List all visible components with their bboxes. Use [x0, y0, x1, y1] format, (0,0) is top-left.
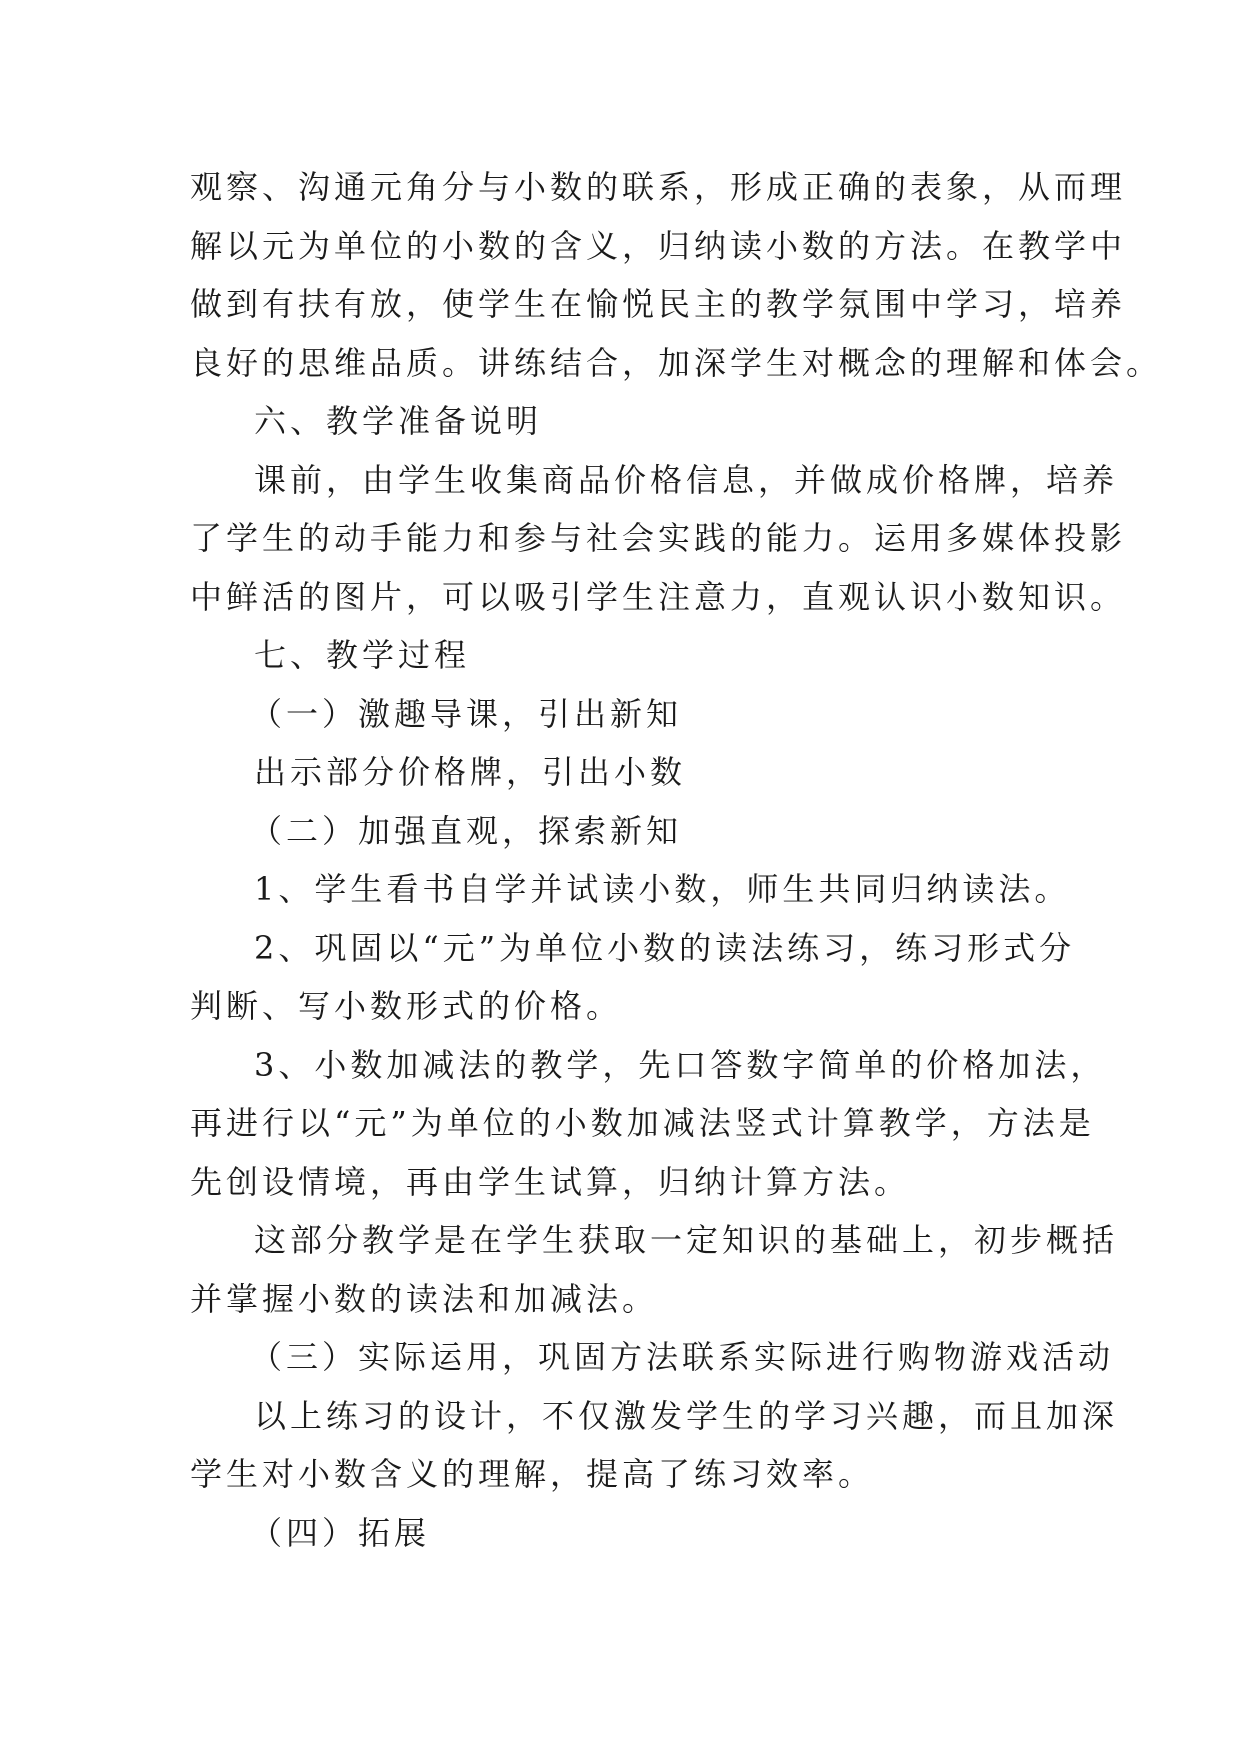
subsection-heading-4: （四）拓展 — [250, 1513, 431, 1552]
body-line: 再进行以“元”为单位的小数加减法竖式计算教学，方法是 — [190, 1104, 1095, 1142]
body-line: 学生对小数含义的理解，提高了练习效率。 — [190, 1455, 875, 1493]
section-heading-6: 六、教学准备说明 — [254, 402, 543, 440]
body-line: 解以元为单位的小数的含义，归纳读小数的方法。在教学中 — [190, 226, 1127, 265]
section-heading-7: 七、教学过程 — [254, 636, 471, 674]
subsection-heading-2: （二）加强直观，探索新知 — [250, 811, 683, 850]
body-line: 这部分教学是在学生获取一定知识的基础上，初步概括 — [254, 1221, 1119, 1259]
subsection-heading-3: （三）实际运用，巩固方法联系实际进行购物游戏活动 — [250, 1338, 1115, 1376]
body-line: 出示部分价格牌，引出小数 — [254, 753, 687, 791]
body-line: 做到有扶有放，使学生在愉悦民主的教学氛围中学习，培养 — [190, 285, 1127, 323]
body-line: 观察、沟通元角分与小数的联系，形成正确的表象，从而理 — [190, 168, 1127, 206]
subsection-heading-1: （一）激趣导课，引出新知 — [250, 694, 683, 733]
body-line: 以上练习的设计，不仅激发学生的学习兴趣，而且加深 — [254, 1396, 1119, 1435]
body-line: 课前，由学生收集商品价格信息，并做成价格牌，培养 — [254, 460, 1119, 499]
document-body — [190, 158, 1163, 1562]
body-line: 先创设情境，再由学生试算，归纳计算方法。 — [190, 1162, 911, 1201]
list-item-1: 1、学生看书自学并试读小数，师生共同归纳读法。 — [254, 870, 1071, 908]
body-line: 判断、写小数形式的价格。 — [190, 987, 623, 1025]
body-line: 良好的思维品质。讲练结合，加深学生对概念的理解和体会。 — [190, 343, 1163, 382]
list-item-2: 2、巩固以“元”为单位小数的读法练习，练习形式分 — [254, 928, 1076, 967]
body-line: 并掌握小数的读法和加减法。 — [190, 1279, 659, 1318]
list-item-3: 3、小数加减法的教学，先口答数字简单的价格加法， — [254, 1045, 1107, 1084]
body-line: 了学生的动手能力和参与社会实践的能力。运用多媒体投影 — [190, 519, 1127, 557]
body-line: 中鲜活的图片，可以吸引学生注意力，直观认识小数知识。 — [190, 577, 1127, 616]
